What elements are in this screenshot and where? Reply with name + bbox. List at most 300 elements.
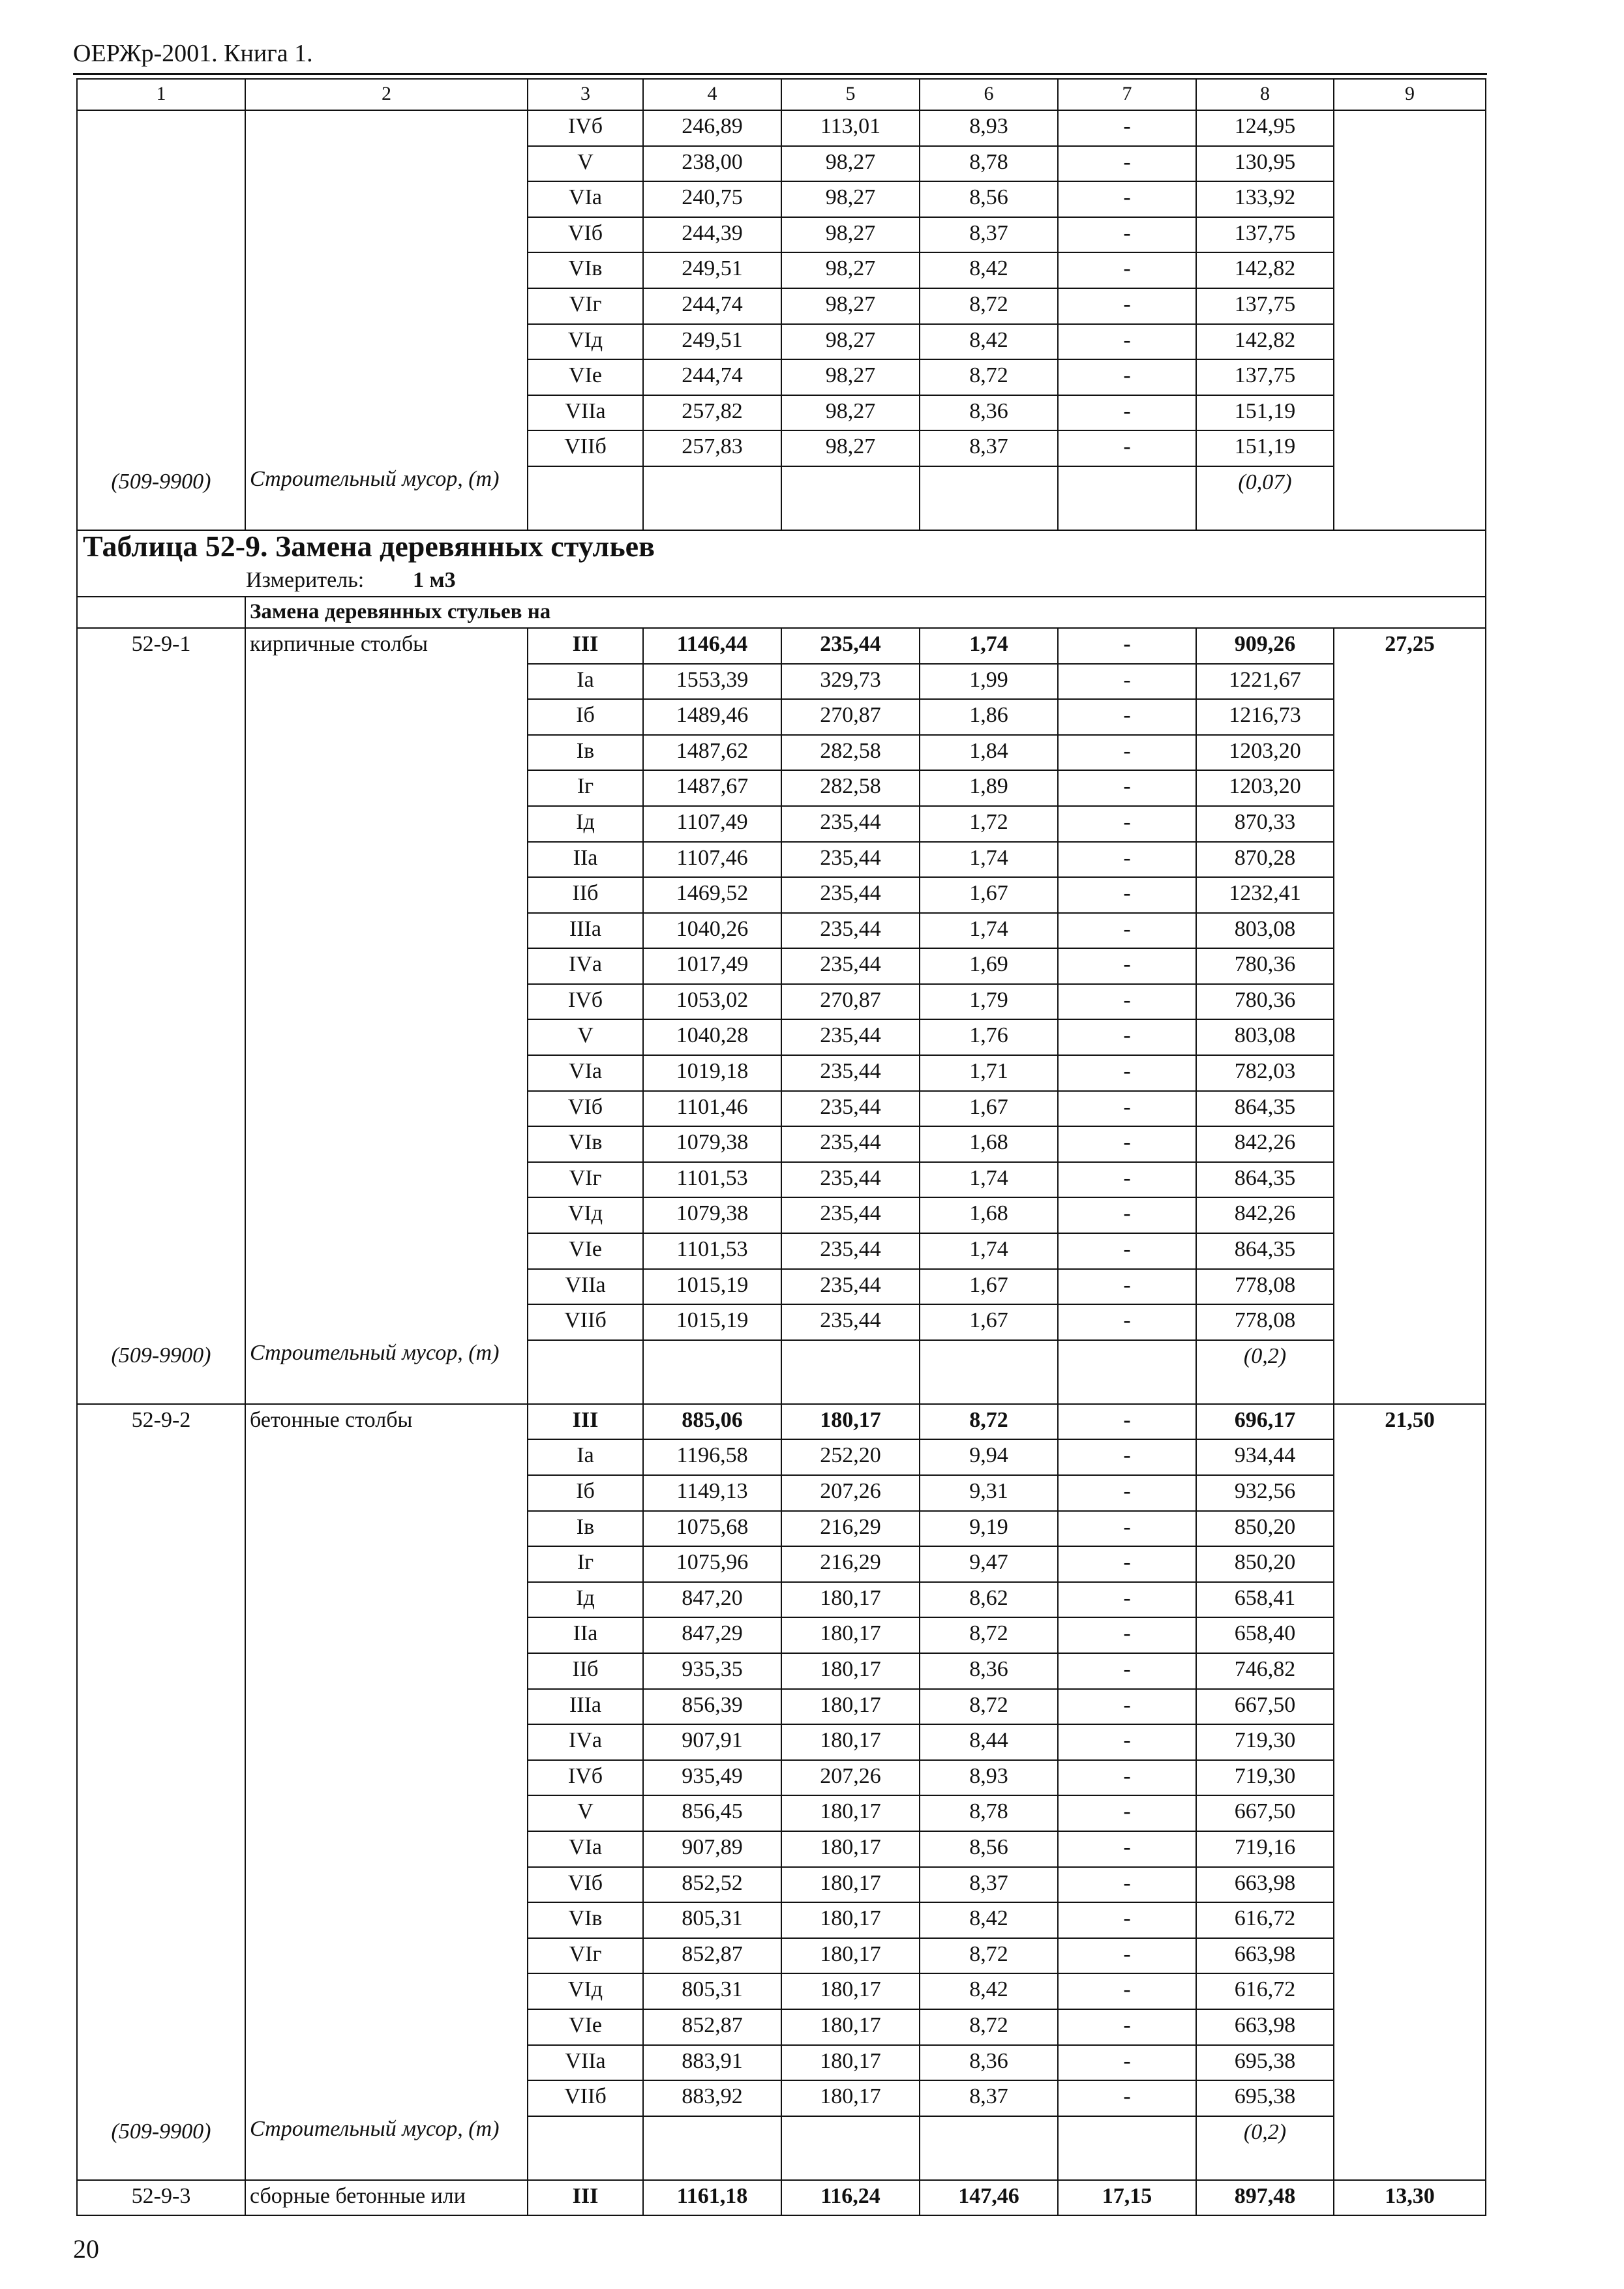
zone-cell: VIг [528, 1938, 643, 1974]
code-cell [77, 1197, 245, 1233]
description-cell [245, 2009, 528, 2045]
empty-cell [1334, 1340, 1486, 1404]
empty-cell [1334, 466, 1486, 530]
labor-cell [1334, 1197, 1486, 1233]
zone-cell: Iв [528, 1511, 643, 1547]
empty-cell [1058, 1340, 1196, 1404]
value-cell: - [1058, 842, 1196, 878]
zone-cell: Iв [528, 735, 643, 771]
value-cell: 180,17 [781, 1689, 920, 1725]
description-cell [245, 842, 528, 878]
empty-cell [1058, 2116, 1196, 2180]
labor-cell [1334, 252, 1486, 288]
value-cell: 852,52 [643, 1867, 781, 1903]
value-cell: 8,72 [920, 2009, 1058, 2045]
description-cell [245, 1233, 528, 1269]
value-cell: 695,38 [1196, 2045, 1334, 2081]
zone-cell: VIа [528, 181, 643, 217]
zone-cell: VIе [528, 359, 643, 395]
description-cell [245, 1475, 528, 1511]
value-cell: 778,08 [1196, 1304, 1334, 1340]
zone-cell: VIд [528, 1973, 643, 2009]
description-cell [245, 252, 528, 288]
labor-cell [1334, 1617, 1486, 1653]
table-row [77, 628, 1486, 664]
zone-cell: IVа [528, 1724, 643, 1760]
value-cell: 137,75 [1196, 359, 1334, 395]
value-cell: 8,72 [920, 1404, 1058, 1440]
zone-cell: III [528, 1404, 643, 1440]
value-cell: 8,93 [920, 110, 1058, 146]
value-cell: - [1058, 359, 1196, 395]
table-row [77, 1724, 1486, 1760]
value-cell: 8,93 [920, 1760, 1058, 1796]
code-cell [77, 1582, 245, 1618]
table-row [77, 1269, 1486, 1305]
code-cell [77, 2080, 245, 2116]
value-cell: 850,20 [1196, 1546, 1334, 1582]
debris-code: (509-9900) [77, 1340, 245, 1404]
value-cell: 8,72 [920, 1617, 1058, 1653]
description-cell [245, 984, 528, 1020]
value-cell: 1107,46 [643, 842, 781, 878]
empty-cell [920, 1340, 1058, 1404]
rate-code: 52-9-3 [77, 2180, 245, 2216]
value-cell: 8,78 [920, 1795, 1058, 1831]
table-row [77, 842, 1486, 878]
description-cell [245, 770, 528, 806]
table-row [77, 735, 1486, 771]
value-cell: - [1058, 1546, 1196, 1582]
value-cell: 9,31 [920, 1475, 1058, 1511]
labor-cell [1334, 1055, 1486, 1091]
value-cell: 8,37 [920, 1867, 1058, 1903]
value-cell: 180,17 [781, 2080, 920, 2116]
table-row [77, 359, 1486, 395]
labor-cell [1334, 948, 1486, 984]
value-cell: 1,99 [920, 664, 1058, 700]
code-cell [77, 770, 245, 806]
value-cell: 235,44 [781, 913, 920, 949]
value-cell: 1,74 [920, 1233, 1058, 1269]
value-cell: 282,58 [781, 770, 920, 806]
empty-cell [1058, 466, 1196, 530]
value-cell: - [1058, 877, 1196, 913]
table-row [77, 913, 1486, 949]
description-cell [245, 1938, 528, 1974]
value-cell: 235,44 [781, 842, 920, 878]
value-cell: 252,20 [781, 1439, 920, 1475]
value-cell: 235,44 [781, 1304, 920, 1340]
value-cell: 180,17 [781, 1902, 920, 1938]
value-cell: 909,26 [1196, 628, 1334, 664]
labor-cell [1334, 664, 1486, 700]
zone-cell: IIIа [528, 913, 643, 949]
labor-cell [1334, 1233, 1486, 1269]
labor-cell [1334, 1162, 1486, 1198]
value-cell: 1,84 [920, 735, 1058, 771]
value-cell: 1,69 [920, 948, 1058, 984]
value-cell: 907,89 [643, 1831, 781, 1867]
value-cell: - [1058, 146, 1196, 182]
zone-cell: VIIа [528, 1269, 643, 1305]
value-cell: 235,44 [781, 1055, 920, 1091]
rate-code: 52-9-1 [77, 628, 245, 664]
labor-cell [1334, 770, 1486, 806]
value-cell: 803,08 [1196, 913, 1334, 949]
value-cell: 270,87 [781, 699, 920, 735]
code-cell [77, 1162, 245, 1198]
value-cell: 8,36 [920, 1653, 1058, 1689]
value-cell: - [1058, 699, 1196, 735]
value-cell: 719,30 [1196, 1724, 1334, 1760]
table-row [77, 1617, 1486, 1653]
value-cell: 1,74 [920, 913, 1058, 949]
code-cell [77, 1831, 245, 1867]
value-cell: 235,44 [781, 1269, 920, 1305]
description-cell [245, 2080, 528, 2116]
value-cell: 151,19 [1196, 395, 1334, 431]
labor-cell [1334, 395, 1486, 431]
value-cell: 8,72 [920, 1938, 1058, 1974]
empty-cell [920, 466, 1058, 530]
value-cell: 864,35 [1196, 1233, 1334, 1269]
value-cell: 1101,46 [643, 1091, 781, 1127]
rates-table [76, 78, 1486, 2216]
page-number: 20 [73, 2234, 99, 2264]
description-cell [245, 735, 528, 771]
table-row [77, 1055, 1486, 1091]
zone-cell: IVа [528, 948, 643, 984]
labor-cell [1334, 806, 1486, 842]
value-cell: 778,08 [1196, 1269, 1334, 1305]
value-cell: - [1058, 395, 1196, 431]
zone-cell: VIд [528, 324, 643, 360]
value-cell: 870,28 [1196, 842, 1334, 878]
value-cell: - [1058, 181, 1196, 217]
work-name: бетонные столбы [245, 1404, 528, 1440]
labor-cell [1334, 1724, 1486, 1760]
table-row [77, 1091, 1486, 1127]
labor-cell [1334, 699, 1486, 735]
value-cell: 663,98 [1196, 1938, 1334, 1974]
description-cell [245, 1091, 528, 1127]
code-cell [77, 1795, 245, 1831]
value-cell: 180,17 [781, 1617, 920, 1653]
value-cell: 1489,46 [643, 699, 781, 735]
value-cell: 8,72 [920, 1689, 1058, 1725]
code-cell [77, 984, 245, 1020]
table-row [77, 395, 1486, 431]
value-cell: 329,73 [781, 664, 920, 700]
empty-cell [528, 2116, 643, 2180]
value-cell: 235,44 [781, 1162, 920, 1198]
value-cell: - [1058, 1831, 1196, 1867]
debris-code: (509-9900) [77, 466, 245, 530]
value-cell: 1,79 [920, 984, 1058, 1020]
value-cell: - [1058, 1439, 1196, 1475]
value-cell: - [1058, 913, 1196, 949]
table-row [77, 984, 1486, 1020]
value-cell: 180,17 [781, 1724, 920, 1760]
labor-cell [1334, 1475, 1486, 1511]
description-cell [245, 217, 528, 253]
description-cell [245, 1689, 528, 1725]
table-row [77, 324, 1486, 360]
value-cell: 1,89 [920, 770, 1058, 806]
value-cell: - [1058, 1304, 1196, 1340]
description-cell [245, 430, 528, 466]
value-cell: 8,44 [920, 1724, 1058, 1760]
debris-qty: (0,2) [1196, 2116, 1334, 2180]
labor-cell [1334, 288, 1486, 324]
value-cell: 98,27 [781, 288, 920, 324]
description-cell [245, 1304, 528, 1340]
code-cell [77, 110, 245, 146]
description-cell [245, 1162, 528, 1198]
table-row [77, 2180, 1486, 2216]
zone-cell: V [528, 1795, 643, 1831]
value-cell: 658,41 [1196, 1582, 1334, 1618]
labor-cell [1334, 1795, 1486, 1831]
measure-value: 1 м3 [413, 567, 456, 592]
value-cell: 98,27 [781, 359, 920, 395]
value-cell: 1,67 [920, 877, 1058, 913]
value-cell: 780,36 [1196, 948, 1334, 984]
table-row [77, 1019, 1486, 1055]
value-cell: 216,29 [781, 1511, 920, 1547]
value-cell: 244,74 [643, 288, 781, 324]
labor-cost: 27,25 [1334, 628, 1486, 664]
value-cell: 235,44 [781, 628, 920, 664]
code-cell [77, 1439, 245, 1475]
description-cell [245, 1439, 528, 1475]
description-cell [245, 359, 528, 395]
value-cell: 852,87 [643, 2009, 781, 2045]
value-cell: 180,17 [781, 1582, 920, 1618]
value-cell: 667,50 [1196, 1795, 1334, 1831]
table-row [77, 699, 1486, 735]
value-cell: 1,74 [920, 1162, 1058, 1198]
code-cell [77, 1126, 245, 1162]
value-cell: - [1058, 1653, 1196, 1689]
description-cell [245, 1617, 528, 1653]
table-title: Таблица 52-9. Замена деревянных стульев [77, 530, 1486, 565]
zone-cell: IVб [528, 110, 643, 146]
code-cell [77, 1760, 245, 1796]
code-cell [77, 217, 245, 253]
value-cell: - [1058, 735, 1196, 771]
description-cell [245, 324, 528, 360]
value-cell: - [1058, 2045, 1196, 2081]
code-cell [77, 913, 245, 949]
table-row [77, 2009, 1486, 2045]
value-cell: 8,36 [920, 395, 1058, 431]
value-cell: - [1058, 288, 1196, 324]
labor-cell [1334, 913, 1486, 949]
description-cell [245, 1546, 528, 1582]
value-cell: 1040,28 [643, 1019, 781, 1055]
table-title-row [77, 530, 1486, 565]
value-cell: - [1058, 1902, 1196, 1938]
value-cell: 1017,49 [643, 948, 781, 984]
value-cell: 1232,41 [1196, 877, 1334, 913]
empty-cell [781, 466, 920, 530]
column-number-row [77, 79, 1486, 110]
labor-cell [1334, 1126, 1486, 1162]
value-cell: 98,27 [781, 324, 920, 360]
empty-cell [920, 2116, 1058, 2180]
value-cell: 847,29 [643, 1617, 781, 1653]
description-cell [245, 1511, 528, 1547]
code-cell [77, 1511, 245, 1547]
zone-cell: VIе [528, 1233, 643, 1269]
value-cell: 1,76 [920, 1019, 1058, 1055]
code-cell [77, 948, 245, 984]
labor-cost: 21,50 [1334, 1404, 1486, 1440]
value-cell: 180,17 [781, 2045, 920, 2081]
table-row [77, 1475, 1486, 1511]
value-cell: 249,51 [643, 324, 781, 360]
value-cell: 207,26 [781, 1760, 920, 1796]
value-cell: - [1058, 110, 1196, 146]
value-cell: 137,75 [1196, 288, 1334, 324]
table-row [77, 1653, 1486, 1689]
zone-cell: VIв [528, 252, 643, 288]
zone-cell: Iг [528, 770, 643, 806]
labor-cell [1334, 877, 1486, 913]
labor-cell [1334, 217, 1486, 253]
labor-cell [1334, 1689, 1486, 1725]
value-cell: 1161,18 [643, 2180, 781, 2216]
value-cell: 1015,19 [643, 1304, 781, 1340]
column-number: 4 [643, 79, 781, 110]
table-row [77, 1439, 1486, 1475]
value-cell: 856,45 [643, 1795, 781, 1831]
value-cell: 1,86 [920, 699, 1058, 735]
code-cell [77, 1724, 245, 1760]
value-cell: 663,98 [1196, 1867, 1334, 1903]
value-cell: 257,83 [643, 430, 781, 466]
table-row [77, 1582, 1486, 1618]
debris-name: Строительный мусор, (т) [245, 2116, 528, 2180]
labor-cell [1334, 181, 1486, 217]
value-cell: 235,44 [781, 1126, 920, 1162]
value-cell: 850,20 [1196, 1511, 1334, 1547]
measure-cell [77, 565, 1486, 597]
value-cell: 8,42 [920, 1902, 1058, 1938]
value-cell: 116,24 [781, 2180, 920, 2216]
value-cell: 235,44 [781, 1091, 920, 1127]
value-cell: 1079,38 [643, 1197, 781, 1233]
code-cell [77, 395, 245, 431]
value-cell: 1196,58 [643, 1439, 781, 1475]
subheading-row [77, 597, 1486, 628]
value-cell: 98,27 [781, 430, 920, 466]
column-number: 6 [920, 79, 1058, 110]
value-cell: - [1058, 1233, 1196, 1269]
value-cell: 98,27 [781, 217, 920, 253]
value-cell: 1149,13 [643, 1475, 781, 1511]
table-row [77, 1162, 1486, 1198]
column-number: 9 [1334, 79, 1486, 110]
code-cell [77, 1269, 245, 1305]
measure-row [77, 565, 1486, 597]
zone-cell: VIб [528, 1867, 643, 1903]
value-cell: 1053,02 [643, 984, 781, 1020]
code-cell [77, 1091, 245, 1127]
value-cell: 9,19 [920, 1511, 1058, 1547]
value-cell: 8,78 [920, 146, 1058, 182]
value-cell: 1,68 [920, 1126, 1058, 1162]
labor-cell [1334, 324, 1486, 360]
value-cell: - [1058, 324, 1196, 360]
code-cell [77, 1867, 245, 1903]
empty-cell [1334, 2116, 1486, 2180]
labor-cell [1334, 1439, 1486, 1475]
value-cell: 151,19 [1196, 430, 1334, 466]
value-cell: 244,39 [643, 217, 781, 253]
value-cell: - [1058, 770, 1196, 806]
column-number: 5 [781, 79, 920, 110]
value-cell: 180,17 [781, 1938, 920, 1974]
code-cell [77, 1475, 245, 1511]
zone-cell: VIа [528, 1831, 643, 1867]
code-cell [77, 288, 245, 324]
table-row [77, 664, 1486, 700]
value-cell: 1,72 [920, 806, 1058, 842]
column-number: 1 [77, 79, 245, 110]
labor-cell [1334, 984, 1486, 1020]
code-cell [77, 324, 245, 360]
value-cell: - [1058, 1197, 1196, 1233]
work-name: кирпичные столбы [245, 628, 528, 664]
table-row [77, 948, 1486, 984]
labor-cell [1334, 2045, 1486, 2081]
table-row [77, 252, 1486, 288]
value-cell: 1203,20 [1196, 735, 1334, 771]
value-cell: 1101,53 [643, 1162, 781, 1198]
description-cell [245, 664, 528, 700]
value-cell: 246,89 [643, 110, 781, 146]
zone-cell: Iб [528, 699, 643, 735]
zone-cell: VIIб [528, 430, 643, 466]
value-cell: 235,44 [781, 877, 920, 913]
code-cell [77, 1617, 245, 1653]
description-cell [245, 288, 528, 324]
value-cell: 935,35 [643, 1653, 781, 1689]
value-cell: - [1058, 948, 1196, 984]
value-cell: 746,82 [1196, 1653, 1334, 1689]
value-cell: 270,87 [781, 984, 920, 1020]
zone-cell: Iа [528, 664, 643, 700]
labor-cell [1334, 1546, 1486, 1582]
table-row [77, 181, 1486, 217]
table-row [77, 1795, 1486, 1831]
description-cell [245, 181, 528, 217]
description-cell [245, 1795, 528, 1831]
value-cell: 1,67 [920, 1304, 1058, 1340]
value-cell: 696,17 [1196, 1404, 1334, 1440]
table-row [77, 1511, 1486, 1547]
zone-cell: VIа [528, 1055, 643, 1091]
column-number: 7 [1058, 79, 1196, 110]
value-cell: 235,44 [781, 1233, 920, 1269]
code-cell [77, 1055, 245, 1091]
value-cell: 616,72 [1196, 1973, 1334, 2009]
value-cell: - [1058, 1867, 1196, 1903]
empty-cell [643, 466, 781, 530]
